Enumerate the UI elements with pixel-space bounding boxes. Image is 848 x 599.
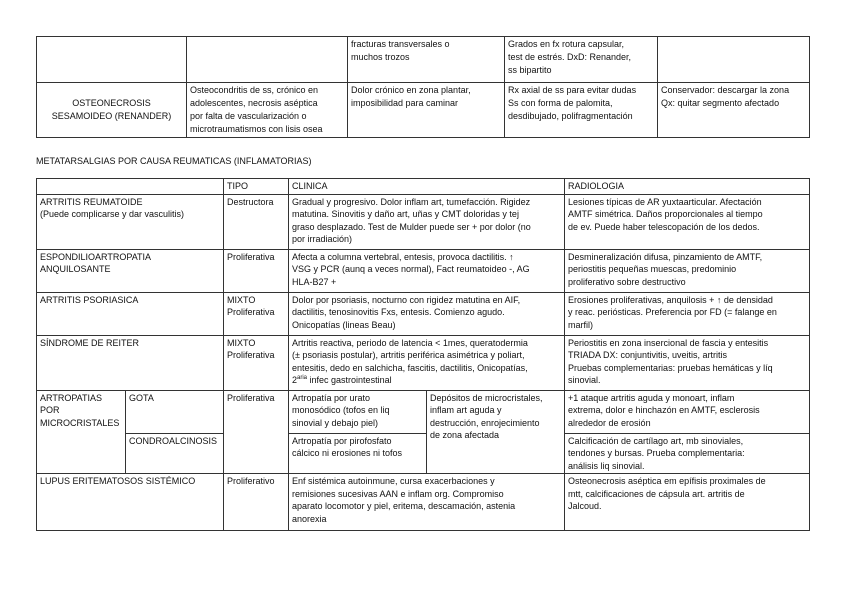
cell-line: Pruebas complementarias: pruebas hemáticas y líq xyxy=(568,362,773,373)
cell-line: Dolor por psoriasis, nocturno con rigidez matutina en AIF, xyxy=(292,294,521,305)
cell-line: Osteonecrosis aséptica em epífisis proximales de xyxy=(568,476,766,486)
cell-line: AMTF simétrica. Daños proporcionales al tiempo xyxy=(568,209,763,219)
clinica-shared-cell xyxy=(427,390,565,474)
header-cell xyxy=(37,179,224,195)
cell-line: Grados en fx rotura capsular, xyxy=(508,39,625,49)
cell-line: por irradiación) xyxy=(292,234,353,244)
cell-line: test de estrés. DxD: Renander, xyxy=(508,52,632,62)
cell-line: anorexia xyxy=(292,513,327,524)
cell-line: Artropatía por urato xyxy=(292,392,371,403)
cell-line: extrema, dolor e hinchazón en AMTF, esclerosis xyxy=(568,405,760,415)
cell-line: Jalcoud. xyxy=(568,501,602,511)
cell-line: Desmineralización difusa, pinzamiento de AMTF, xyxy=(568,251,763,262)
clinica-cell xyxy=(289,194,565,249)
condition-name-cell xyxy=(37,249,224,292)
cell-line: Artropatía por pirofosfato xyxy=(292,435,392,446)
cell-line: (Puede complicarse y dar vasculitis) xyxy=(40,209,185,219)
table-header-row xyxy=(37,179,810,195)
cell-line: dactilitis, tenosinovitis Fxs, entesis. Comienzo agudo. xyxy=(292,307,505,317)
cell-line: alrededor de erosión xyxy=(568,417,651,428)
cell-line: marfil) xyxy=(568,319,594,330)
table-row xyxy=(37,433,810,474)
cell-line: monosódico (tofos en liq xyxy=(292,405,390,415)
condition-name-cell: ARTRITIS PSORIASICA xyxy=(37,292,224,335)
tipo-cell: Proliferativa xyxy=(224,390,289,474)
table-cell xyxy=(505,83,658,138)
cell-line: Depósitos de microcristales, xyxy=(430,392,543,403)
table-row xyxy=(37,292,810,335)
tipo-cell: Proliferativo xyxy=(224,474,289,531)
cell-line: ESPONDILIOARTROPATIA xyxy=(40,251,152,262)
table-cell xyxy=(505,37,658,83)
header-clinica: CLINICA xyxy=(289,179,565,195)
cell-line: ARTROPATIAS xyxy=(40,392,103,403)
table-row xyxy=(37,194,810,249)
cell-line: graso desplazado. Test de Mulder puede ser + por dolor (no xyxy=(292,221,531,232)
cell-line: HLA-B27 + xyxy=(292,276,337,287)
subtype-name-cell: CONDROALCINOSIS xyxy=(126,433,224,474)
cell-line: Calcificación de cartílago art, mb sinoviales, xyxy=(568,435,744,446)
cell-line: ANQUILOSANTE xyxy=(40,264,111,274)
cell-line: sinovial y debajo piel) xyxy=(292,417,379,428)
tipo-cell: Proliferativa xyxy=(224,249,289,292)
clinica-cell xyxy=(289,249,565,292)
condition-name-cell: LUPUS ERITEMATOSOS SISTÉMICO xyxy=(37,474,224,531)
cell-line: sinovial. xyxy=(568,375,601,385)
cell-line: entesitis, dedo en salchicha, fascitis, dactilitis, Onicopatías, xyxy=(292,362,528,373)
cell-line: de zona afectada xyxy=(430,430,500,440)
cell-line: Rx axial de ss para evitar dudas xyxy=(508,85,637,95)
table-row xyxy=(37,83,810,138)
cell-line: imposibilidad para caminar xyxy=(351,98,459,108)
radiologia-cell xyxy=(565,292,810,335)
cell-line: Qx: quitar segmento afectado xyxy=(661,98,780,108)
clinica-cell xyxy=(289,390,427,433)
cell-line: Proliferativa xyxy=(227,307,275,317)
condition-name-cell xyxy=(37,194,224,249)
cell-line: Dolor crónico en zona plantar, xyxy=(351,85,471,95)
radiologia-cell xyxy=(565,335,810,390)
cell-line: Proliferativa xyxy=(227,350,275,360)
cell-line: Osteocondritis de ss, crónico en xyxy=(190,85,319,95)
table-row xyxy=(37,335,810,390)
superscript: aria xyxy=(297,375,308,381)
table-cell xyxy=(658,37,810,83)
radiologia-cell xyxy=(565,249,810,292)
radiologia-cell xyxy=(565,474,810,531)
table-cell xyxy=(37,37,187,83)
cell-line: proliferativo sobre destructivo xyxy=(568,276,686,287)
table-cell xyxy=(187,37,348,83)
header-tipo: TIPO xyxy=(224,179,289,195)
group-name-cell xyxy=(37,390,126,474)
cell-line: periostitis pequeñas muescas, predominio xyxy=(568,264,737,274)
cell-line: Onicopatías (lineas Beau) xyxy=(292,319,396,330)
table-cell xyxy=(348,37,505,83)
cell-line: MIXTO xyxy=(227,337,256,348)
cell-line: análisis liq sinovial. xyxy=(568,460,645,471)
cell-line: ARTRITIS REUMATOIDE xyxy=(40,196,143,207)
clinica-cell xyxy=(289,292,565,335)
cell-line: tendones y bursas. Prueba complementaria: xyxy=(568,448,745,458)
condition-name-cell xyxy=(37,83,187,138)
cell-line: Gradual y progresivo. Dolor inflam art, tumefacción. Rigidez xyxy=(292,196,531,207)
table-cell xyxy=(658,83,810,138)
cell-line: Erosiones proliferativas, anquilosis + ↑ de densidad xyxy=(568,294,773,305)
cell-line: remisiones sucesivas AAN e inflam org. Compromiso xyxy=(292,488,504,499)
tipo-cell xyxy=(224,292,289,335)
cell-line: Conservador: descargar la zona xyxy=(661,85,790,95)
cell-line: destrucción, enrojecimiento xyxy=(430,417,540,428)
cell-line: inflam art aguda y xyxy=(430,405,502,415)
cell-line: ss bipartito xyxy=(508,65,552,75)
cell-line: TRIADA DX: conjuntivitis, uveitis, artritis xyxy=(568,350,728,360)
cell-line: MICROCRISTALES xyxy=(40,417,120,428)
cell-line: VSG y PCR (aunq a veces normal), Fact reumatoideo -, AG xyxy=(292,264,530,274)
radiologia-cell xyxy=(565,390,810,433)
metatarsalgias-table xyxy=(36,178,810,531)
table-row xyxy=(37,390,810,433)
cell-line: POR xyxy=(40,405,60,415)
section-title: METATARSALGIAS POR CAUSA REUMATICAS (INFLAMATORIAS) xyxy=(36,156,312,166)
header-radiologia: RADIOLOGIA xyxy=(565,179,810,195)
condition-name-cell: SÍNDROME DE REITER xyxy=(37,335,224,390)
cell-line: fracturas transversales o xyxy=(351,39,450,49)
table-row xyxy=(37,474,810,531)
cell-line: aparato locomotor y piel, eritema, descamación, astenia xyxy=(292,501,516,511)
table-row xyxy=(37,249,810,292)
table-cell xyxy=(187,83,348,138)
osteonecrosis-table xyxy=(36,36,810,138)
subtype-name-cell: GOTA xyxy=(126,390,224,433)
cell-line: SESAMOIDEO (RENANDER) xyxy=(51,111,172,121)
cell-line: muchos trozos xyxy=(351,52,410,62)
cell-line: mtt, calcificaciones de cápsula art. artritis de xyxy=(568,488,745,499)
text-span: infec gastrointestinal xyxy=(307,375,392,385)
cell-line: Afecta a columna vertebral, entesis, provoca dactilitis. ↑ xyxy=(292,251,514,262)
cell-line: y reac. periósticas. Preferencia por FD (= falange en xyxy=(568,307,777,317)
tipo-cell: Destructora xyxy=(224,194,289,249)
text-span: 2 xyxy=(292,375,298,385)
cell-line: MIXTO xyxy=(227,294,256,305)
cell-line: microtraumatismos con lisis osea xyxy=(190,124,323,134)
cell-line xyxy=(292,374,561,387)
clinica-cell xyxy=(289,474,565,531)
cell-line: de ev. Puede haber telescopación de los dedos. xyxy=(568,221,760,232)
cell-line: OSTEONECROSIS xyxy=(72,98,151,108)
cell-line: (± psoriasis postular), artritis periférica asimétrica y poliart, xyxy=(292,350,525,360)
clinica-cell xyxy=(289,433,427,474)
cell-line: desdibujado, polifragmentación xyxy=(508,111,633,121)
table-row xyxy=(37,37,810,83)
cell-line: Enf sistémica autoinmune, cursa exacerbaciones y xyxy=(292,476,495,486)
tipo-cell xyxy=(224,335,289,390)
cell-line: +1 ataque artritis aguda y monoart, inflam xyxy=(568,392,735,403)
cell-line: Artritis reactiva, periodo de latencia < 1mes, queratodermia xyxy=(292,337,528,348)
cell-line: adolescentes, necrosis aséptica xyxy=(190,98,318,108)
cell-line: Lesiones típicas de AR yuxtaarticular. Afectación xyxy=(568,196,762,207)
radiologia-cell xyxy=(565,433,810,474)
cell-line: Periostitis en zona insercional de fascia y entesitis xyxy=(568,337,769,348)
clinica-cell xyxy=(289,335,565,390)
cell-line: por falta de vascularización o xyxy=(190,111,307,121)
cell-line: Ss con forma de palomita, xyxy=(508,98,613,108)
radiologia-cell xyxy=(565,194,810,249)
cell-line: matutina. Sinovitis y daño art, uñas y CMT doloridas y tej xyxy=(292,209,519,219)
cell-line: cálcico ni erosiones ni tofos xyxy=(292,448,403,458)
table-cell xyxy=(348,83,505,138)
